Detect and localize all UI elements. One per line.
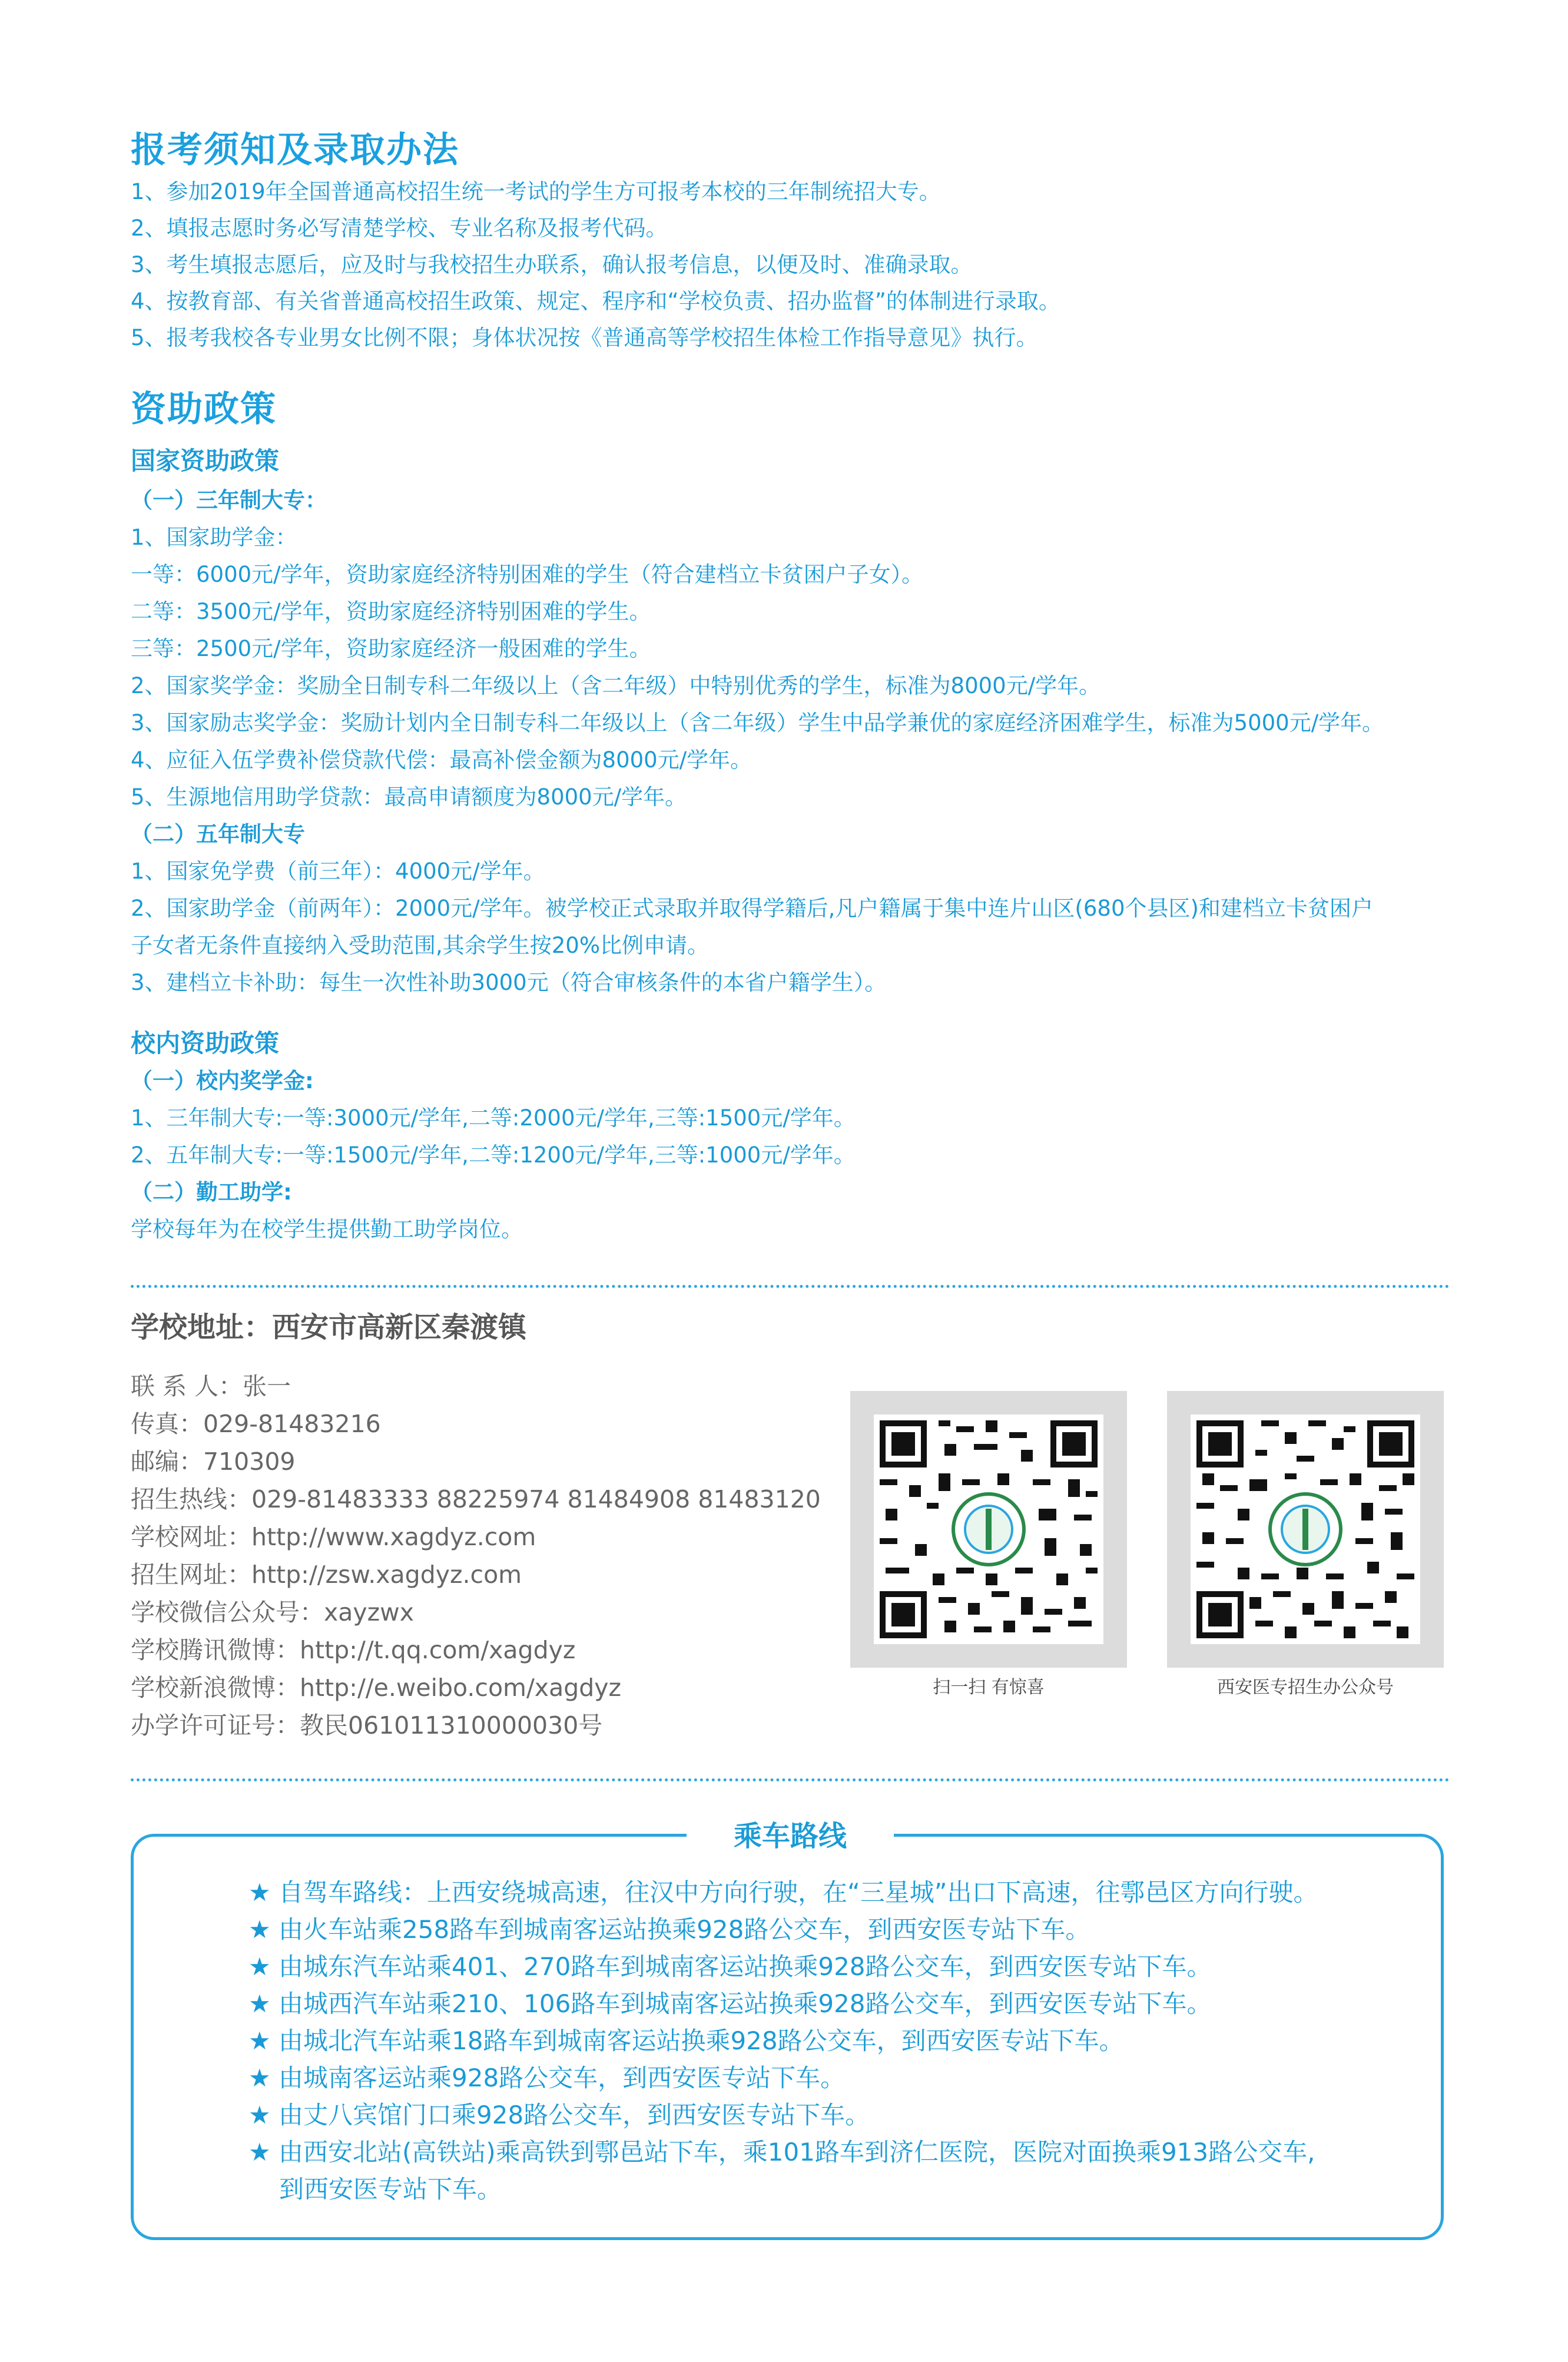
notice-item: 5、报考我校各专业男女比例不限；身体状况按《普通高等学校招生体检工作指导意见》执行。 (131, 325, 1038, 350)
star-icon: ★ (248, 1952, 271, 1981)
route-text: 由城西汽车站乘210、106路车到城南客运站换乘928路公交车，到西安医专站下车。 (279, 1989, 1212, 2018)
star-icon: ★ (248, 1915, 271, 1944)
aid-item: 三等：2500元/学年，资助家庭经济一般困难的学生。 (131, 636, 651, 661)
aid-item: 3、国家励志奖学金：奖励计划内全日制专科二年级以上（含二年级）学生中品学兼优的家庭经济困难学生，标准为5000元/学年。 (131, 710, 1384, 736)
notice-title: 报考须知及录取办法 (131, 130, 459, 171)
notice-item: 3、考生填报志愿后，应及时与我校招生办联系，确认报考信息，以便及时、准确录取。 (131, 252, 973, 277)
route-item (248, 2022, 1124, 2059)
route-item (248, 1948, 1212, 1985)
qr-code-1 (850, 1391, 1127, 1668)
aid-item: 4、应征入伍学费补偿贷款代偿：最高补偿金额为8000元/学年。 (131, 747, 752, 773)
route-item (248, 1911, 1090, 1948)
route-item (248, 1985, 1212, 2022)
contact-line: 邮编：710309 (131, 1447, 296, 1476)
contact-line: 学校新浪微博：http://e.weibo.com/xagdyz (131, 1674, 622, 1702)
route-text: 由城北汽车站乘18路车到城南客运站换乘928路公交车，到西安医专站下车。 (279, 2026, 1124, 2055)
aid-item: 1、国家免学费（前三年）：4000元/学年。 (131, 859, 545, 884)
star-icon: ★ (248, 2101, 271, 2129)
campus-scholarship-title: （一）校内奖学金: (131, 1068, 314, 1094)
aid-item: 1、国家助学金： (131, 525, 297, 550)
route-item (248, 2096, 870, 2134)
route-text: 由城南客运站乘928路公交车，到西安医专站下车。 (279, 2063, 846, 2092)
route-text: 由西安北站(高铁站)乘高铁到鄠邑站下车，乘101路车到济仁医院，医院对面换乘913路公交车, (279, 2138, 1315, 2166)
route-text: 自驾车路线：上西安绕城高速，往汉中方向行驶，在“三星城”出口下高速，往鄠邑区方向行驶。 (279, 1878, 1318, 1907)
aid-item: 2、五年制大专:一等:1500元/学年,二等:1200元/学年,三等:1000元/学年。 (131, 1142, 856, 1168)
star-icon: ★ (248, 2138, 271, 2166)
qr1-caption: 扫一扫 有惊喜 (933, 1677, 1045, 1698)
national-aid-title: 国家资助政策 (131, 446, 280, 475)
route-item (248, 2059, 845, 2096)
school-address: 学校地址：西安市高新区秦渡镇 (131, 1311, 527, 1344)
notice-item: 2、填报志愿时务必写清楚学校、专业名称及报考代码。 (131, 216, 668, 241)
route-title (131, 1817, 1450, 1855)
contact-line: 传真：029-81483216 (131, 1410, 381, 1438)
contact-line: 学校微信公众号：xayzwx (131, 1598, 414, 1626)
aid-item: 2、国家助学金（前两年）：2000元/学年。被学校正式录取并取得学籍后,凡户籍属于集中连片山区(680个县区)和建档立卡贫困户 (131, 896, 1373, 921)
route-text: 由火车站乘258路车到城南客运站换乘928路公交车，到西安医专站下车。 (279, 1915, 1090, 1944)
contact-line: 联 系 人：张一 (131, 1372, 291, 1400)
star-icon: ★ (248, 2063, 271, 2092)
qr2-caption: 西安医专招生办公众号 (1217, 1677, 1394, 1698)
notice-item: 1、参加2019年全国普通高校招生统一考试的学生方可报考本校的三年制统招大专。 (131, 179, 941, 204)
aid-item: 子女者无条件直接纳入受助范围,其余学生按20%比例申请。 (131, 933, 709, 958)
qr-code-icon (1191, 1414, 1420, 1644)
star-icon: ★ (248, 1989, 271, 2018)
route-continuation: 到西安医专站下车。 (279, 2175, 502, 2204)
star-icon: ★ (248, 1878, 271, 1907)
qr-code-2 (1167, 1391, 1444, 1668)
contact-line: 招生热线：029-81483333 88225974 81484908 81483120 (131, 1485, 821, 1513)
divider (131, 1285, 1450, 1288)
divider (131, 1778, 1450, 1781)
three-year-title: （一）三年制大专： (131, 488, 327, 513)
campus-aid-title: 校内资助政策 (131, 1029, 280, 1058)
contact-line: 学校腾讯微博：http://t.qq.com/xagdyz (131, 1636, 576, 1664)
aid-title: 资助政策 (131, 389, 277, 430)
work-study-text: 学校每年为在校学生提供勤工助学岗位。 (131, 1217, 523, 1242)
aid-item: 3、建档立卡补助：每生一次性补助3000元（符合审核条件的本省户籍学生）。 (131, 970, 887, 995)
aid-item: 5、生源地信用助学贷款：最高申请额度为8000元/学年。 (131, 784, 687, 810)
aid-item: 2、国家奖学金：奖励全日制专科二年级以上（含二年级）中特别优秀的学生，标准为8000元/学年。 (131, 673, 1101, 698)
route-item (248, 2134, 1315, 2171)
star-icon: ★ (248, 2026, 271, 2055)
route-text: 由丈八宾馆门口乘928路公交车，到西安医专站下车。 (279, 2101, 870, 2129)
five-year-title: （二）五年制大专 (131, 821, 305, 847)
aid-item: 二等：3500元/学年，资助家庭经济特别困难的学生。 (131, 599, 651, 624)
route-item (248, 1874, 1318, 1911)
contact-line: 招生网址：http://zsw.xagdyz.com (131, 1561, 522, 1589)
work-study-title: （二）勤工助学: (131, 1180, 292, 1205)
notice-item: 4、按教育部、有关省普通高校招生政策、规定、程序和“学校负责、招办监督”的体制进行录取。 (131, 289, 1060, 314)
route-text: 由城东汽车站乘401、270路车到城南客运站换乘928路公交车，到西安医专站下车。 (279, 1952, 1212, 1981)
qr-code-icon (874, 1414, 1103, 1644)
contact-line: 学校网址：http://www.xagdyz.com (131, 1523, 536, 1551)
aid-item: 1、三年制大专:一等:3000元/学年,二等:2000元/学年,三等:1500元/学年。 (131, 1105, 856, 1131)
route-title-text: 乘车路线 (687, 1820, 894, 1853)
contact-line: 办学许可证号：教民061011310000030号 (131, 1711, 603, 1740)
aid-item: 一等：6000元/学年，资助家庭经济特别困难的学生（符合建档立卡贫困户子女）。 (131, 562, 924, 587)
